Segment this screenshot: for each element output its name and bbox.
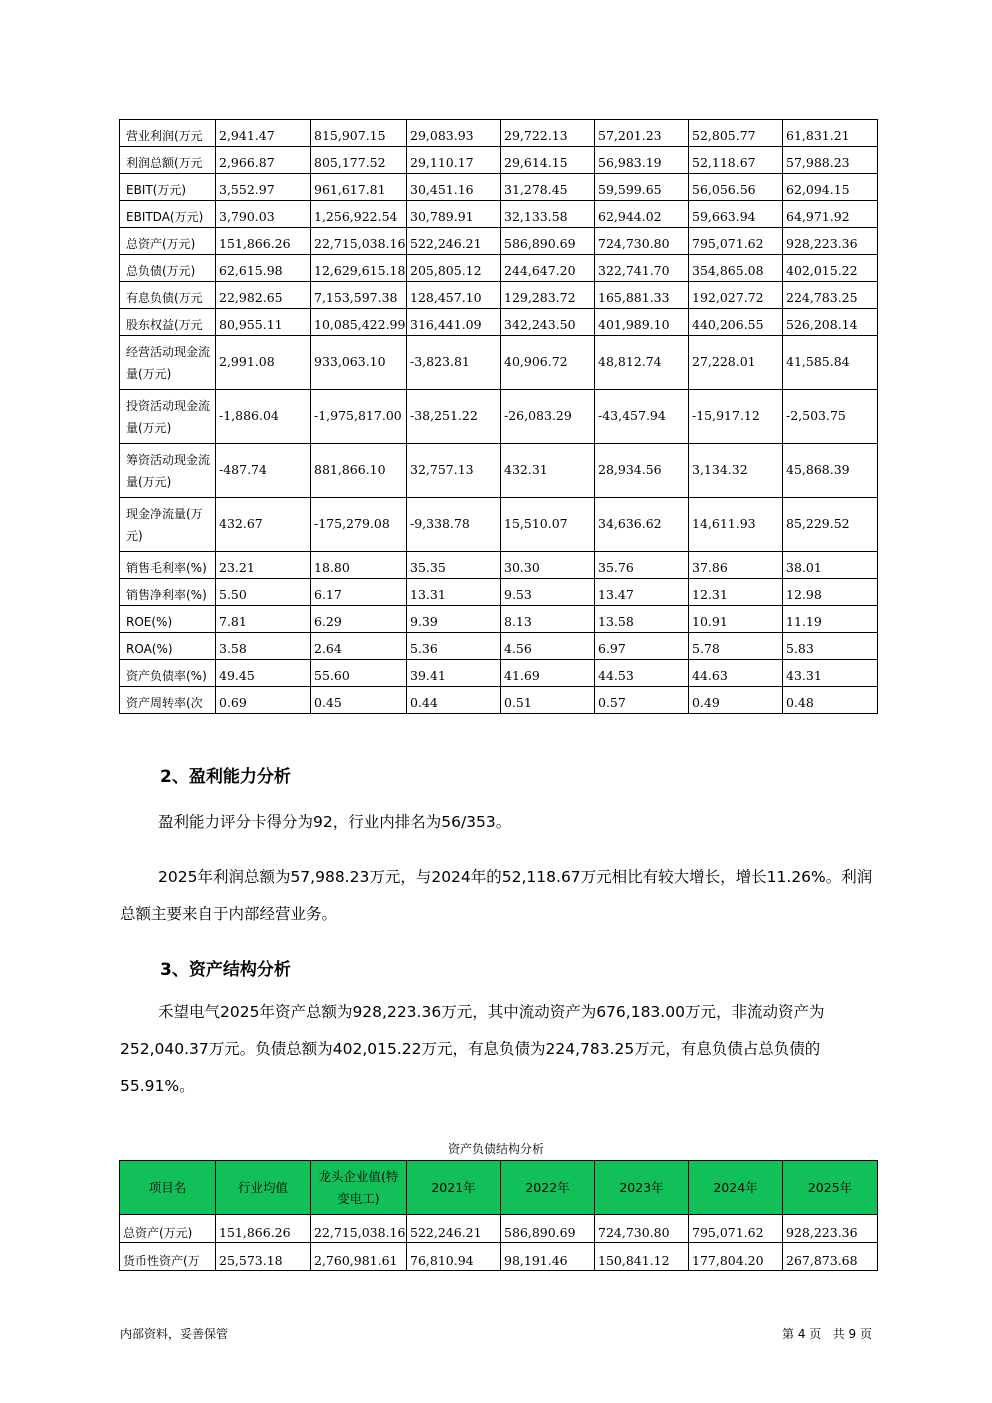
cell-value: 29,722.13 [501,120,595,147]
cell-value: 881,866.10 [311,444,407,498]
table-row [120,633,878,660]
row-label: 资产负债率(%) [120,660,216,687]
row-label: ROE(%) [120,606,216,633]
table-row [120,579,878,606]
cell-value: 62,944.02 [595,201,689,228]
cell-value: 151,866.26 [216,228,311,255]
table-row [120,498,878,552]
cell-value: 526,208.14 [783,309,878,336]
table-row [120,444,878,498]
cell-value: 3.58 [216,633,311,660]
cell-value: 64,971.92 [783,201,878,228]
cell-value: 177,804.20 [689,1243,783,1271]
row-label: 资产周转率(次 [120,687,216,714]
asset-liability-structure-table [119,1160,878,1271]
column-header: 2021年 [407,1161,501,1215]
cell-value: 0.49 [689,687,783,714]
cell-value: 2,991.08 [216,336,311,390]
cell-value: 35.35 [407,552,501,579]
table-row [120,1243,878,1271]
row-label: 总负债(万元) [120,255,216,282]
cell-value: 815,907.15 [311,120,407,147]
cell-value: 13.58 [595,606,689,633]
table-row [120,201,878,228]
cell-value: 0.69 [216,687,311,714]
cell-value: 795,071.62 [689,228,783,255]
cell-value: 12,629,615.18 [311,255,407,282]
cell-value: 15,510.07 [501,498,595,552]
table-caption: 资产负债结构分析 [447,1142,544,1156]
cell-value: 18.80 [311,552,407,579]
cell-value: 6.29 [311,606,407,633]
table-row [120,606,878,633]
cell-value: 49.45 [216,660,311,687]
cell-value: 7.81 [216,606,311,633]
cell-value: 62,094.15 [783,174,878,201]
profit-growth-paragraph: 2025年利润总额为57,988.23万元，与2024年的52,118.67万元相比有较大增长，增长11.26%。利润总额主要来自于内部经营业务。 [120,868,873,923]
cell-value: 29,614.15 [501,147,595,174]
cell-value: 150,841.12 [595,1243,689,1271]
cell-value: 13.47 [595,579,689,606]
row-label: 营业利润(万元 [120,120,216,147]
row-label: 总资产(万元) [120,1215,216,1243]
cell-value: -2,503.75 [783,390,878,444]
cell-value: 40,906.72 [501,336,595,390]
cell-value: 39.41 [407,660,501,687]
cell-value: 128,457.10 [407,282,501,309]
cell-value: 30.30 [501,552,595,579]
row-label: ROA(%) [120,633,216,660]
cell-value: -26,083.29 [501,390,595,444]
cell-value: 29,083.93 [407,120,501,147]
cell-value: 586,890.69 [501,1215,595,1243]
cell-value: 59,663.94 [689,201,783,228]
cell-value: 5.83 [783,633,878,660]
cell-value: 31,278.45 [501,174,595,201]
table-row [120,390,878,444]
cell-value: 2.64 [311,633,407,660]
cell-value: 43.31 [783,660,878,687]
footer-confidential-note: 内部资料，妥善保管 [120,1327,229,1341]
cell-value: 322,741.70 [595,255,689,282]
cell-value: 129,283.72 [501,282,595,309]
cell-value: 724,730.80 [595,228,689,255]
cell-value: 0.51 [501,687,595,714]
cell-value: 522,246.21 [407,1215,501,1243]
asset-structure-paragraph: 禾望电气2025年资产总额为928,223.36万元，其中流动资产为676,183.00万元，非流动资产为252,040.37万元。负债总额为402,015.22万元，有息负债为224,783.25万元，有息负债占总负债的55.91%。 [120,1003,825,1095]
cell-value: 165,881.33 [595,282,689,309]
column-header: 2022年 [501,1161,595,1215]
cell-value: 76,810.94 [407,1243,501,1271]
cell-value: 2,966.87 [216,147,311,174]
cell-value: 0.44 [407,687,501,714]
cell-value: 13.31 [407,579,501,606]
cell-value: 52,118.67 [689,147,783,174]
cell-value: -43,457.94 [595,390,689,444]
cell-value: 0.48 [783,687,878,714]
cell-value: 192,027.72 [689,282,783,309]
cell-value: -1,886.04 [216,390,311,444]
cell-value: 8.13 [501,606,595,633]
column-header: 2024年 [689,1161,783,1215]
cell-value: 401,989.10 [595,309,689,336]
row-label: EBIT(万元) [120,174,216,201]
cell-value: 30,789.91 [407,201,501,228]
cell-value: 41,585.84 [783,336,878,390]
cell-value: 52,805.77 [689,120,783,147]
row-label: 股东权益(万元 [120,309,216,336]
cell-value: 3,134.32 [689,444,783,498]
cell-value: 45,868.39 [783,444,878,498]
cell-value: 151,866.26 [216,1215,311,1243]
cell-value: 928,223.36 [783,228,878,255]
column-header: 2025年 [783,1161,878,1215]
table-row [120,255,878,282]
cell-value: 14,611.93 [689,498,783,552]
profitability-score-paragraph: 盈利能力评分卡得分为92，行业内排名为56/353。 [158,813,512,831]
table-row [120,1215,878,1243]
table-row [120,282,878,309]
cell-value: 432.67 [216,498,311,552]
cell-value: 38.01 [783,552,878,579]
cell-value: 59,599.65 [595,174,689,201]
cell-value: 35.76 [595,552,689,579]
row-label: 销售净利率(%) [120,579,216,606]
cell-value: 224,783.25 [783,282,878,309]
table-row [120,552,878,579]
cell-value: 586,890.69 [501,228,595,255]
cell-value: 28,934.56 [595,444,689,498]
table-row [120,309,878,336]
cell-value: 440,206.55 [689,309,783,336]
cell-value: 205,805.12 [407,255,501,282]
cell-value: 56,983.19 [595,147,689,174]
cell-value: 12.31 [689,579,783,606]
section-heading-profitability: 2、盈利能力分析 [160,767,291,787]
cell-value: 98,191.46 [501,1243,595,1271]
table-row [120,147,878,174]
cell-value: 2,760,981.61 [311,1243,407,1271]
cell-value: 7,153,597.38 [311,282,407,309]
cell-value: 56,056.56 [689,174,783,201]
row-label: 利润总额(万元 [120,147,216,174]
row-label: 货币性资产(万 [120,1243,216,1271]
cell-value: 57,201.23 [595,120,689,147]
cell-value: 3,790.03 [216,201,311,228]
column-header: 龙头企业值(特变电工) [311,1161,407,1215]
cell-value: 0.57 [595,687,689,714]
table-row [120,687,878,714]
cell-value: 9.53 [501,579,595,606]
table-row [120,660,878,687]
row-label: 现金净流量(万元) [120,498,216,552]
cell-value: 57,988.23 [783,147,878,174]
cell-value: 11.19 [783,606,878,633]
cell-value: 795,071.62 [689,1215,783,1243]
financial-indicators-table [119,119,878,714]
cell-value: 5.36 [407,633,501,660]
cell-value: 41.69 [501,660,595,687]
cell-value: 32,757.13 [407,444,501,498]
section-heading-asset-structure: 3、资产结构分析 [160,960,291,980]
cell-value: 805,177.52 [311,147,407,174]
table-row [120,120,878,147]
row-label: EBITDA(万元) [120,201,216,228]
cell-value: 316,441.09 [407,309,501,336]
footer-page-number: 第 4 页 共 9 页 [782,1327,872,1341]
cell-value: 724,730.80 [595,1215,689,1243]
cell-value: 85,229.52 [783,498,878,552]
cell-value: -175,279.08 [311,498,407,552]
cell-value: 22,715,038.16 [311,228,407,255]
cell-value: 432.31 [501,444,595,498]
cell-value: 5.78 [689,633,783,660]
cell-value: 29,110.17 [407,147,501,174]
cell-value: 27,228.01 [689,336,783,390]
cell-value: 10,085,422.99 [311,309,407,336]
cell-value: 6.17 [311,579,407,606]
cell-value: -38,251.22 [407,390,501,444]
cell-value: 37.86 [689,552,783,579]
table-row [120,174,878,201]
cell-value: 25,573.18 [216,1243,311,1271]
cell-value: 3,552.97 [216,174,311,201]
cell-value: 9.39 [407,606,501,633]
cell-value: 961,617.81 [311,174,407,201]
row-label: 投资活动现金流量(万元) [120,390,216,444]
row-label: 总资产(万元) [120,228,216,255]
cell-value: 354,865.08 [689,255,783,282]
cell-value: 0.45 [311,687,407,714]
cell-value: -1,975,817.00 [311,390,407,444]
cell-value: 2,941.47 [216,120,311,147]
table-header-row [120,1161,878,1215]
cell-value: 44.53 [595,660,689,687]
row-label: 经营活动现金流量(万元) [120,336,216,390]
table-row [120,336,878,390]
cell-value: 1,256,922.54 [311,201,407,228]
cell-value: 48,812.74 [595,336,689,390]
cell-value: 80,955.11 [216,309,311,336]
cell-value: 10.91 [689,606,783,633]
cell-value: 44.63 [689,660,783,687]
cell-value: 244,647.20 [501,255,595,282]
cell-value: 267,873.68 [783,1243,878,1271]
row-label: 有息负债(万元 [120,282,216,309]
cell-value: 22,982.65 [216,282,311,309]
column-header: 2023年 [595,1161,689,1215]
cell-value: 62,615.98 [216,255,311,282]
row-label: 筹资活动现金流量(万元) [120,444,216,498]
column-header: 行业均值 [216,1161,311,1215]
cell-value: 342,243.50 [501,309,595,336]
cell-value: -3,823.81 [407,336,501,390]
cell-value: 6.97 [595,633,689,660]
cell-value: 402,015.22 [783,255,878,282]
cell-value: 12.98 [783,579,878,606]
cell-value: 928,223.36 [783,1215,878,1243]
cell-value: 32,133.58 [501,201,595,228]
cell-value: 55.60 [311,660,407,687]
cell-value: -9,338.78 [407,498,501,552]
cell-value: 23.21 [216,552,311,579]
cell-value: -15,917.12 [689,390,783,444]
column-header: 项目名 [120,1161,216,1215]
table-row [120,228,878,255]
cell-value: -487.74 [216,444,311,498]
cell-value: 4.56 [501,633,595,660]
cell-value: 933,063.10 [311,336,407,390]
cell-value: 22,715,038.16 [311,1215,407,1243]
cell-value: 5.50 [216,579,311,606]
row-label: 销售毛利率(%) [120,552,216,579]
cell-value: 34,636.62 [595,498,689,552]
cell-value: 30,451.16 [407,174,501,201]
cell-value: 61,831.21 [783,120,878,147]
cell-value: 522,246.21 [407,228,501,255]
